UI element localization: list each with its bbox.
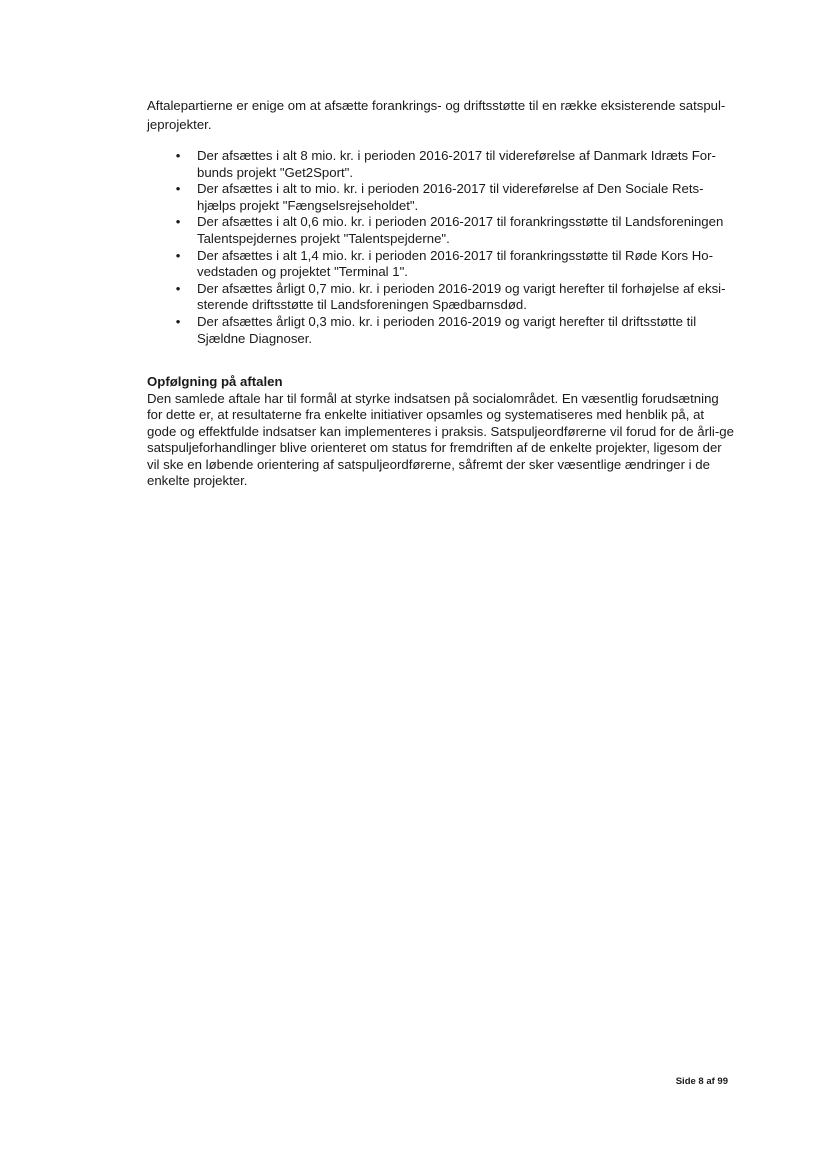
list-item (147, 281, 747, 314)
bullet-icon: • (175, 313, 181, 329)
list-item-text: Der afsættes årligt 0,3 mio. kr. i perioden 2016-2019 og varigt herefter til driftsstøtte til Sjældne Diagnoser. (197, 313, 697, 346)
list-item-text: Der afsættes i alt to mio. kr. i perioden 2016-2017 til videreførelse af Den Sociale Rets-hjælps projekt "Fængselsrejseholdet". (197, 181, 704, 213)
list-item (147, 148, 747, 181)
section-paragraph: Den samlede aftale har til formål at styrke indsatsen på socialområdet. En væsentlig forudsætning for dette er, at resultaterne fra enkelte initiativer opsamles og systematiseres med henblik på, at gode og effektfulde indsatser kan implementeres i praksis. Satspuljeordførerne vil forud for de årli-ge satspuljeforhandlinger blive orienteret om status for fremdriften af de enkelte projekter, ligesom der vil ske en løbende orientering af satspuljeordførerne, såfremt der sker væsentlige ændringer i de enkelte projekter. (147, 391, 734, 489)
list-item (147, 314, 747, 347)
bullet-icon: • (175, 280, 181, 296)
bullet-icon: • (175, 247, 181, 263)
section-heading: Opfølgning på aftalen (147, 374, 283, 389)
bullet-icon: • (175, 148, 181, 163)
list-item-text: Der afsættes i alt 1,4 mio. kr. i perioden 2016-2017 til forankringsstøtte til Røde Kors Ho-vedstaden og projektet "Terminal 1". (197, 247, 713, 280)
project-bullet-list (147, 148, 747, 347)
list-item (147, 214, 747, 247)
page-number: Side 8 af 99 (675, 1076, 728, 1087)
list-item-text: Der afsættes i alt 0,6 mio. kr. i perioden 2016-2017 til forankringsstøtte til Landsforeningen Talentspejdernes projekt "Talentspejderne". (197, 214, 724, 246)
list-item-text: Der afsættes årligt 0,7 mio. kr. i perioden 2016-2019 og varigt herefter til forhøjelse af eksi-sterende driftsstøtte til Landsforeningen Spædbarnsdød. (197, 280, 726, 313)
list-item-text: Der afsættes i alt 8 mio. kr. i perioden 2016-2017 til videreførelse af Danmark Idræts For-bunds projekt "Get2Sport". (197, 148, 716, 180)
intro-paragraph: Aftalepartierne er enige om at afsætte forankrings- og driftsstøtte til en række eksisterende satspul-jeprojekter. (147, 98, 726, 132)
bullet-icon: • (175, 214, 181, 230)
list-item (147, 181, 747, 214)
list-item (147, 248, 747, 281)
bullet-icon: • (175, 181, 181, 197)
